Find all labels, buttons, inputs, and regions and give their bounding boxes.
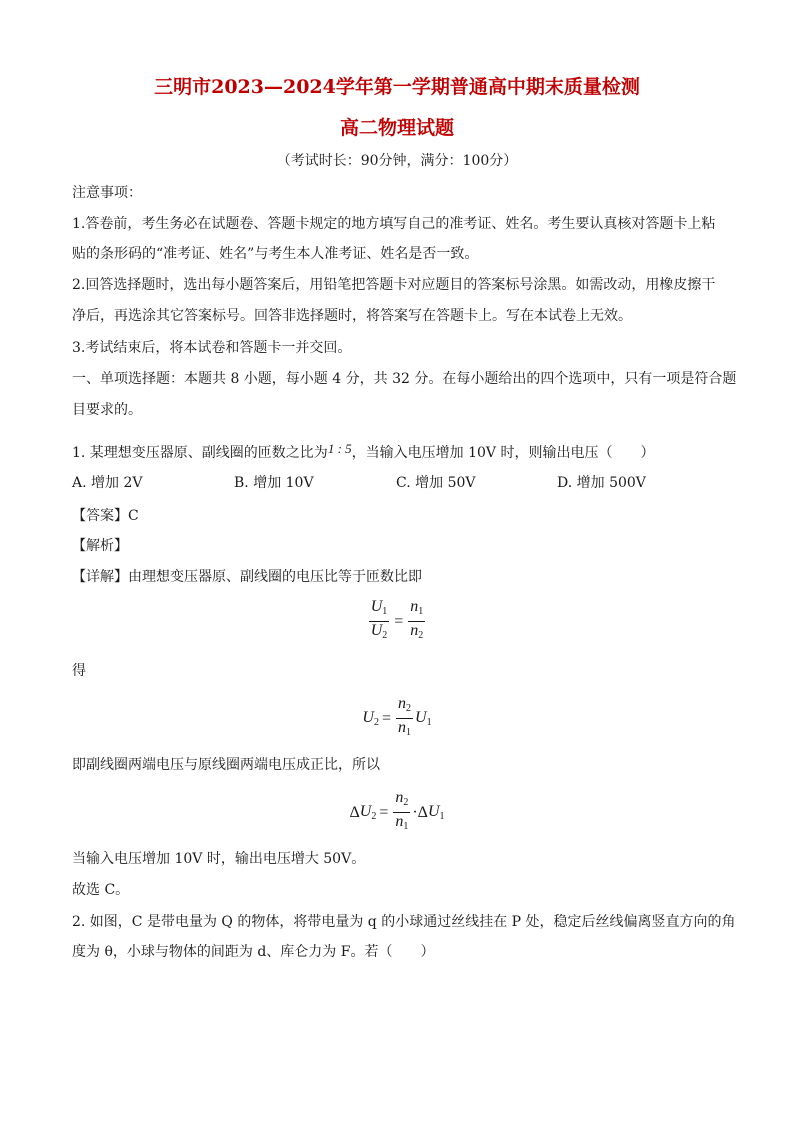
answer: 【答案】C <box>72 508 139 524</box>
fraction-n: $\frac{n_1}{n_2}$ <box>410 598 424 641</box>
question-1-text: 1. 某理想变压器原、副线圈的匝数之比为 <box>72 445 328 461</box>
question-1-stem <box>72 440 654 462</box>
notes-heading: 注意事项： <box>72 185 142 201</box>
option-a: A. 增加 2V <box>72 475 143 491</box>
formula-delta-voltage: Δ $U_2$ = $\frac{n_2}{n_1}$ · Δ $U_1$ <box>0 789 794 836</box>
conclusion-text: 当输入电压增加 10V 时，输出电压增大 50V。 <box>72 851 366 867</box>
option-c: C. 增加 50V <box>396 475 476 491</box>
section-heading: 一、单项选择题：本题共 8 小题，每小题 4 分，共 32 分。在每小题给出的四个选项中，只有一项是符合题 <box>72 371 737 387</box>
formula-voltage-ratio: $\frac{U_1}{U_2}$ = $\frac{n_1}{n_2}$ <box>0 598 794 645</box>
analysis-label: 【解析】 <box>72 538 128 554</box>
note-line: 贴的条形码的“准考证、姓名”与考生本人准考证、姓名是否一致。 <box>72 246 479 262</box>
exam-title: 三明市2023—2024学年第一学期普通高中期末质量检测 <box>154 76 640 98</box>
section-heading-cont: 目要求的。 <box>72 402 142 418</box>
exam-subtitle: 高二物理试题 <box>339 117 454 139</box>
formula-output-voltage: $U_2$ = $\frac{n_2}{n_1}$ $U_1$ <box>0 695 794 742</box>
question-2-line-2: 度为 θ，小球与物体的间距为 d、库仑力为 F。若（ ） <box>72 944 435 960</box>
fraction-n-ratio: $\frac{n_2}{n_1}$ <box>398 695 412 738</box>
exam-info: （考试时长：90分钟，满分：100分） <box>276 153 518 169</box>
proportional-text: 即副线圈两端电压与原线圈两端电压成正比，所以 <box>72 757 380 773</box>
note-line: 3.考试结束后，将本试卷和答题卡一并交回。 <box>72 340 352 356</box>
note-line: 2.回答选择题时，选出每小题答案后，用铅笔把答题卡对应题目的答案标号涂黑。如需改动，用橡皮擦干 <box>72 277 716 293</box>
option-d: D. 增加 500V <box>557 475 646 491</box>
note-line: 1.答卷前，考生务必在试题卷、答题卡规定的地方填写自己的准考证、姓名。考生要认真核对答题卡上粘 <box>72 216 716 232</box>
option-b: B. 增加 10V <box>234 475 314 491</box>
detail-text: 【详解】由理想变压器原、副线圈的电压比等于匝数比即 <box>72 569 422 585</box>
question-1-text-end: ，当输入电压增加 10V 时，则输出电压（ ） <box>351 445 655 461</box>
fraction-u: $\frac{U_1}{U_2}$ <box>370 598 388 641</box>
note-line: 净后，再选涂其它答案标号。回答非选择题时，将答案写在答题卡上。写在本试卷上无效。 <box>72 308 632 324</box>
fraction-n-ratio-delta: $\frac{n_2}{n_1}$ <box>395 789 409 832</box>
de-text: 得 <box>72 663 86 679</box>
question-2-line-1: 2. 如图，C 是带电量为 Q 的物体，将带电量为 q 的小球通过丝线挂在 P 处，稳定后丝线偏离竖直方向的角 <box>72 914 736 930</box>
turns-ratio: 1 : 5 <box>327 441 352 456</box>
choose-text: 故选 C。 <box>72 882 130 898</box>
